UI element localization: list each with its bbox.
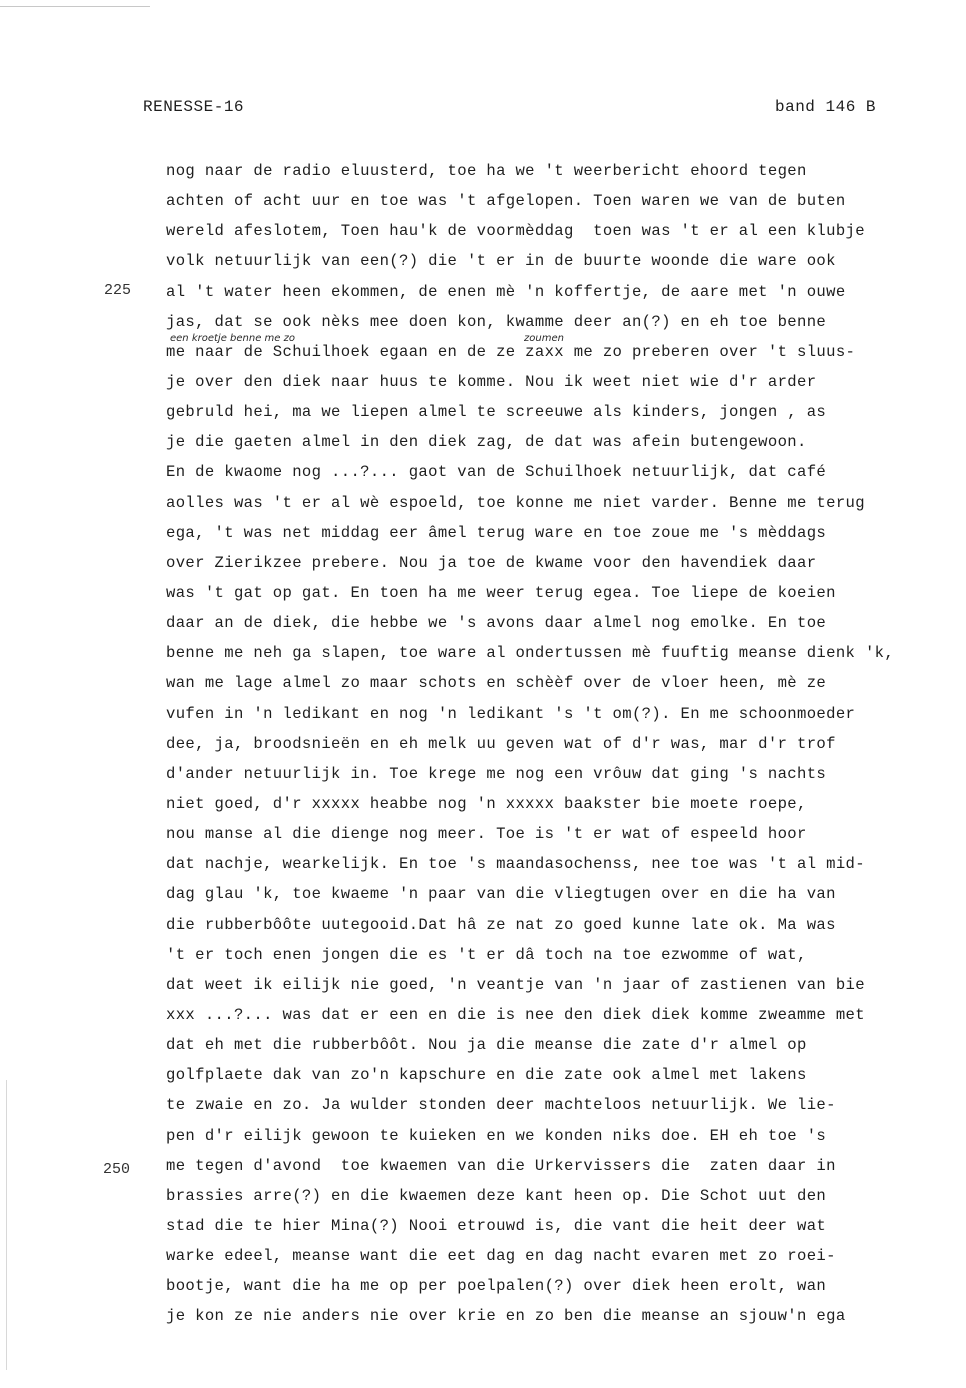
transcript-line: wan me lage almel zo maar schots en schèèf over de vloer heen, mè ze bbox=[166, 674, 827, 693]
transcript-line: niet goed, d'r xxxxx heabbe nog 'n xxxxx baakster bie moete roepe, bbox=[166, 794, 807, 813]
line-number-225: 225 bbox=[104, 282, 132, 299]
page-edge-rule bbox=[0, 6, 150, 7]
transcript-body bbox=[166, 156, 966, 1331]
transcript-line: je kon ze nie anders nie over krie en zo ben die meanse an sjouw'n ega bbox=[166, 1307, 846, 1326]
transcript-line: bootje, want die ha me op per poelpalen(?) over diek heen erolt, wan bbox=[166, 1277, 827, 1296]
transcript-line: En de kwaome nog ...?... gaot van de Schuilhoek netuurlijk, dat café bbox=[166, 463, 827, 482]
transcript-line: wereld afeslotem, Toen hau'k de voormèddag toen was 't er al een klubje bbox=[166, 222, 865, 241]
page-header-left: RENESSE-16 bbox=[143, 98, 245, 116]
transcript-line: me naar de Schuilhoek egaan en de ze zaxx me zo preberen over 't sluus- bbox=[166, 342, 856, 361]
transcript-line: dat nachje, wearkelijk. En toe 's maandasochenss, nee toe was 't al mid- bbox=[166, 855, 865, 874]
transcript-line: dag glau 'k, toe kwaeme 'n paar van die vliegtugen over en die ha van bbox=[166, 885, 836, 904]
transcript-line: die rubberbôôte uutegooid.Dat hâ ze nat zo goed kunne late ok. Ma was bbox=[166, 915, 836, 934]
page-header-right: band 146 B bbox=[774, 98, 876, 116]
transcript-line: je die gaeten almel in den diek zag, de dat was afein butengewoon. bbox=[166, 433, 807, 452]
transcript-line: jas, dat se ook nèks mee doen kon, kwamme deer an(?) en eh toe benne bbox=[166, 312, 827, 331]
transcript-line: al 't water heen ekommen, de enen mè 'n koffertje, de aare met 'n ouwe bbox=[166, 282, 846, 301]
transcript-line: je over den diek naar huus te komme. Nou ik weet niet wie d'r arder bbox=[166, 372, 817, 391]
transcript-line: dat weet ik eilijk nie goed, 'n veantje van 'n jaar of zastienen van bie bbox=[166, 975, 865, 994]
transcript-line: xxx ...?... was dat er een en die is nee den diek diek komme zweamme met bbox=[166, 1005, 865, 1024]
transcript-line: stad die te hier Mina(?) Nooi etrouwd is, die vant die heit deer wat bbox=[166, 1216, 827, 1235]
transcript-line: benne me neh ga slapen, toe ware al ondertussen mè fuuftig meanse dienk 'k, bbox=[166, 644, 895, 663]
transcript-line: pen d'r eilijk gewoon te kuieken en we konden niks doe. EH eh toe 's bbox=[166, 1126, 827, 1145]
line-number-250: 250 bbox=[103, 1161, 131, 1178]
transcript-line: golfplaete dak van zo'n kapschure en die zate ook almel met lakens bbox=[166, 1066, 807, 1085]
handwritten-annotation: een kroetje benne me zo bbox=[170, 333, 295, 344]
transcript-line: volk netuurlijk van een(?) die 't er in de buurte woonde die ware ook bbox=[166, 252, 836, 271]
transcript-line: was 't gat op gat. En toen ha me weer terug egea. Toe liepe de koeien bbox=[166, 583, 836, 602]
transcript-line: 't er toch enen jongen die es 't er dâ toch na toe ezwomme of wat, bbox=[166, 945, 807, 964]
transcript-line: aolles was 't er al wè espoeld, toe konne me niet varder. Benne me terug bbox=[166, 493, 865, 512]
transcript-line: nog naar de radio eluusterd, toe ha we 't weerbericht ehoord tegen bbox=[166, 162, 807, 180]
transcript-line: warke edeel, meanse want die eet dag en dag nacht evaren met zo roei- bbox=[166, 1247, 836, 1266]
transcript-line: d'ander netuurlijk in. Toe krege me nog een vrôuw dat ging 's nachts bbox=[166, 764, 827, 783]
transcript-line: ega, 't was net middag eer âmel terug ware en toe zoue me 's mèddags bbox=[166, 523, 827, 542]
transcript-line: dee, ja, broodsnieën en eh melk uu geven wat of d'r was, mar d'r trof bbox=[166, 734, 836, 753]
transcript-line: vufen in 'n ledikant en nog 'n ledikant 's 't om(?). En me schoonmoeder bbox=[166, 704, 856, 723]
handwritten-annotation: zoumen bbox=[524, 333, 564, 344]
margin-scan-line bbox=[6, 1080, 7, 1370]
transcript-line: dat eh met die rubberbôôt. Nou ja die meanse die zate d'r almel op bbox=[166, 1036, 807, 1055]
transcript-line: gebruld hei, ma we liepen almel te screeuwe als kinders, jongen , as bbox=[166, 403, 827, 422]
transcript-line: te zwaie en zo. Ja wulder stonden deer machteloos netuurlijk. We lie- bbox=[166, 1096, 836, 1115]
transcript-line: daar an de diek, die hebbe we 's avons daar almel nog emolke. En toe bbox=[166, 614, 827, 633]
transcript-line: brassies arre(?) en die kwaemen deze kant heen op. Die Schot uut den bbox=[166, 1186, 827, 1205]
transcript-line: me tegen d'avond toe kwaemen van die Urkervissers die zaten daar in bbox=[166, 1156, 836, 1175]
transcript-line: nou manse al die dienge nog meer. Toe is 't er wat of espeeld hoor bbox=[166, 825, 807, 844]
transcript-line: over Zierikzee prebere. Nou ja toe de kwame voor den havendiek daar bbox=[166, 553, 817, 572]
transcript-line: achten of acht uur en toe was 't afgelopen. Toen waren we van de buten bbox=[166, 192, 846, 211]
